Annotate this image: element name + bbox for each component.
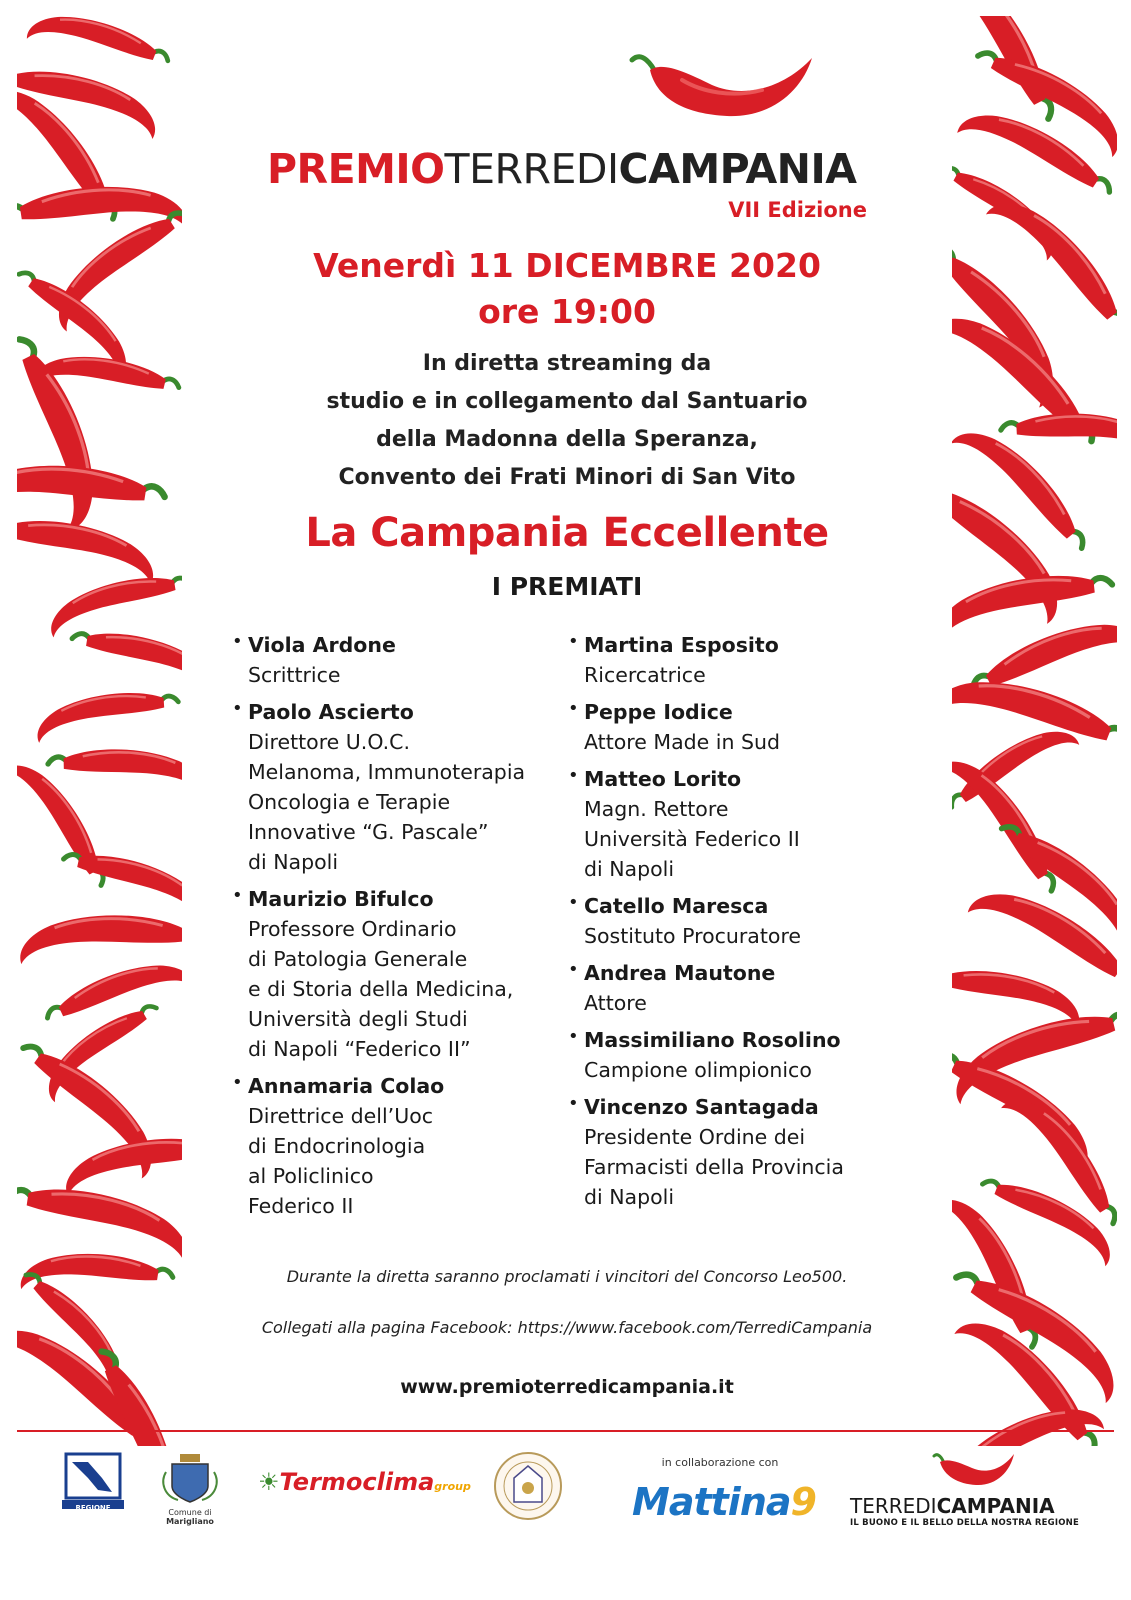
- brand-terredi: TERREDI: [444, 145, 619, 193]
- chili-pepper-icon: [17, 1181, 182, 1265]
- poster-content: [182, 0, 952, 1440]
- awardee-name: • Martina Esposito: [584, 633, 779, 657]
- chili-pepper-icon: [57, 847, 182, 922]
- awardee-role: Direttrice dell’Uoc di Endocrinologia al Policlinico Federico II: [248, 1104, 434, 1218]
- awardee-role: Magn. Rettore Università Federico II di Napoli: [584, 797, 800, 881]
- chili-pepper-icon: [952, 1004, 1117, 1104]
- santuario-seal-icon: [492, 1450, 564, 1522]
- mattina-label: Mattina: [632, 1480, 791, 1524]
- awardee-role: Ricercatrice: [584, 663, 706, 687]
- chili-pepper-icon: [17, 515, 158, 585]
- list-item: [568, 630, 898, 690]
- santuario-logo: [492, 1450, 564, 1526]
- awardee-name: • Maurizio Bifulco: [248, 887, 434, 911]
- list-item: [568, 1092, 898, 1212]
- awardee-role: Attore Made in Sud: [584, 730, 781, 754]
- stream-info: [182, 345, 952, 497]
- tdc-campania: CAMPANIA: [936, 1494, 1055, 1518]
- brand-premio: PREMIO: [267, 145, 445, 193]
- chili-pepper-icon: [952, 966, 1083, 1028]
- footer-divider: [17, 1430, 1114, 1432]
- stream-line: della Madonna della Speranza,: [376, 427, 758, 452]
- awardee-role: Scrittrice: [248, 663, 341, 687]
- mattina9-logo: [632, 1480, 816, 1524]
- chili-pepper-icon: [48, 747, 182, 799]
- list-item: [232, 884, 562, 1064]
- awardee-name: • Andrea Mautone: [584, 961, 776, 985]
- stream-line: In diretta streaming da: [422, 351, 712, 376]
- list-item: [568, 891, 898, 951]
- pepper-pattern-left-art: [17, 16, 182, 1446]
- awardee-name: • Matteo Lorito: [584, 767, 742, 791]
- facebook-link[interactable]: Collegati alla pagina Facebook: https://www.facebook.com/TerrediCampania: [261, 1318, 873, 1337]
- awardee-role: Presidente Ordine dei Farmacisti della Provincia di Napoli: [584, 1125, 844, 1209]
- pepper-pattern-right: [952, 16, 1117, 1446]
- awardee-role: Attore: [584, 991, 647, 1015]
- chili-pepper-icon: [63, 1134, 182, 1196]
- list-item: [568, 958, 898, 1018]
- chili-pepper-icon: [39, 203, 182, 332]
- regione-label: REGIONE CAMPANIA: [72, 1504, 114, 1520]
- website-link[interactable]: www.premioterredicampania.it: [400, 1376, 734, 1398]
- event-time: ore 19:00: [478, 292, 656, 331]
- tdc-pepper-logo: [928, 1448, 1018, 1492]
- awardees-left-list: [232, 630, 562, 1228]
- list-item: [232, 697, 562, 877]
- stream-line: studio e in collegamento dal Santuario: [326, 389, 808, 414]
- brand-campania: CAMPANIA: [618, 145, 857, 193]
- awardee-name: • Paolo Ascierto: [248, 700, 414, 724]
- awardee-role: Sostituto Procuratore: [584, 924, 802, 948]
- collab-label: in collaborazione con: [661, 1456, 779, 1469]
- event-date: Venerdì 11 DICEMBRE 2020: [313, 246, 821, 285]
- tdc-tagline: IL BUONO E IL BELLO DELLA NOSTRA REGIONE: [850, 1518, 1079, 1528]
- chili-pepper-icon: [35, 690, 180, 743]
- regione-campania-emblem-icon: [58, 1452, 128, 1510]
- section-title: La Campania Eccellente: [305, 510, 829, 556]
- comune-crest-icon: [158, 1452, 222, 1504]
- sun-icon: ☀: [258, 1468, 280, 1496]
- list-item: [232, 630, 562, 690]
- section-subtitle: I PREMIATI: [491, 572, 643, 601]
- awardee-name: • Catello Maresca: [584, 894, 769, 918]
- chili-pepper-small-icon: [928, 1448, 1018, 1488]
- tdc-terredi: TERREDI: [850, 1494, 937, 1518]
- brand-title: [267, 145, 867, 193]
- comune-label-2: Marigliano: [166, 1517, 214, 1526]
- regione-campania-logo: [58, 1452, 128, 1520]
- list-item: [568, 764, 898, 884]
- awardee-name: • Annamaria Colao: [248, 1074, 445, 1098]
- chili-pepper-icon: [67, 626, 182, 694]
- chili-pepper-icon: [20, 1243, 175, 1311]
- awardee-role: Professore Ordinario di Patologia Generale e di Storia della Medicina, Università degli Studi di Napoli “Federico II”: [248, 917, 514, 1061]
- comune-label-1: Comune di: [168, 1508, 212, 1517]
- awardee-name: • Viola Ardone: [248, 633, 396, 657]
- tdc-brand: [850, 1494, 1055, 1518]
- list-item: [568, 697, 898, 757]
- awardee-name: • Vincenzo Santagada: [584, 1095, 819, 1119]
- awardee-name: • Massimiliano Rosolino: [584, 1028, 841, 1052]
- comune-marigliano-logo: [158, 1452, 222, 1526]
- chili-pepper-icon: [952, 1386, 1105, 1446]
- termoclima-group: group: [434, 1480, 471, 1493]
- awardee-name: • Peppe Iodice: [584, 700, 733, 724]
- pepper-pattern-right-art: [952, 16, 1117, 1446]
- list-item: [568, 1025, 898, 1085]
- edition-label: VII Edizione: [728, 198, 867, 222]
- chili-pepper-icon: [45, 571, 182, 638]
- list-item: [232, 1071, 562, 1221]
- contest-note: Durante la diretta saranno proclamati i vincitori del Concorso Leo500.: [286, 1267, 848, 1286]
- awardee-role: Direttore U.O.C. Melanoma, Immunoterapia Oncologia e Terapie Innovative “G. Pascale” di Napoli: [248, 730, 526, 874]
- pepper-pattern-left: [17, 16, 182, 1446]
- stream-line: Convento dei Frati Minori di San Vito: [338, 465, 796, 490]
- termoclima-logo: [258, 1468, 471, 1496]
- awardee-role: Campione olimpionico: [584, 1058, 812, 1082]
- termoclima-label: Termoclima: [279, 1468, 435, 1496]
- chili-pepper-icon: [622, 40, 822, 120]
- awardees-right-list: [568, 630, 898, 1219]
- mattina-number: 9: [790, 1480, 816, 1524]
